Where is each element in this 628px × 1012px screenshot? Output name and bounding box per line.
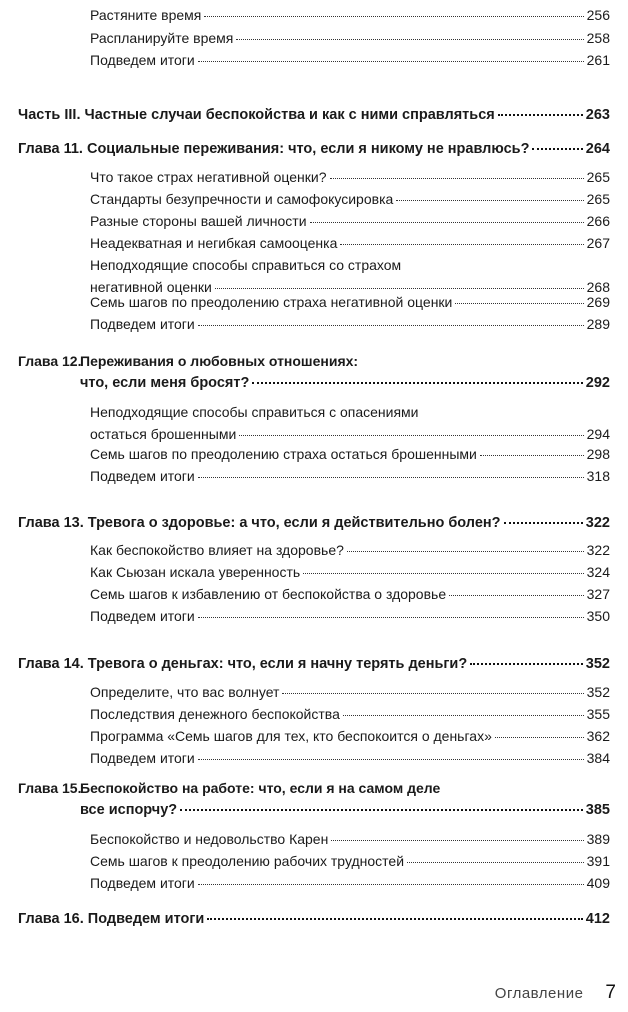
entry-page-number: 409	[586, 875, 610, 891]
entry-title: Что такое страх негативной оценки?	[90, 169, 327, 185]
chapter-title-line1: Переживания о любовных отношениях:	[80, 353, 359, 369]
dot-leader	[331, 839, 583, 841]
entry-page-number: 391	[586, 853, 610, 869]
entry-title: Подведем итоги	[90, 468, 195, 484]
entry-page-number: 298	[586, 446, 610, 462]
toc-chapter-entry[interactable]	[18, 655, 610, 673]
toc-section-entry[interactable]	[90, 168, 610, 186]
entry-title: Семь шагов по преодолению страха остаться брошенными	[90, 446, 477, 462]
dot-leader	[198, 476, 584, 478]
toc-chapter-entry[interactable]	[18, 514, 610, 532]
toc-section-entry[interactable]	[90, 874, 610, 892]
entry-title: Определите, что вас волнует	[90, 684, 280, 700]
entry-page-number: 389	[586, 831, 610, 847]
dot-leader	[340, 243, 583, 245]
dot-leader	[198, 616, 584, 618]
page-number: 7	[605, 982, 616, 1003]
entry-page-number: 318	[586, 468, 610, 484]
entry-page-number: 289	[586, 316, 610, 332]
chapter-label: Глава 12.	[18, 353, 82, 369]
entry-page-number: 324	[586, 564, 610, 580]
dot-leader	[396, 199, 583, 201]
dot-leader	[252, 381, 582, 384]
entry-page-number: 327	[586, 586, 610, 602]
entry-title: Подведем итоги	[90, 316, 195, 332]
entry-title: что, если меня бросят?	[80, 375, 250, 391]
entry-page-number: 355	[586, 706, 610, 722]
dot-leader	[180, 808, 583, 811]
entry-page-number: 263	[585, 107, 610, 123]
toc-section-entry[interactable]	[90, 293, 610, 311]
dot-leader	[532, 147, 582, 150]
running-header-label: Оглавление	[494, 985, 584, 1002]
dot-leader	[330, 177, 584, 179]
toc-section-entry[interactable]	[90, 315, 610, 333]
entry-page-number: 384	[586, 750, 610, 766]
entry-page-number: 264	[585, 141, 610, 157]
toc-section-entry[interactable]	[90, 683, 610, 701]
dot-leader	[198, 758, 584, 760]
entry-page-number: 352	[585, 656, 610, 672]
entry-title: Стандарты безупречности и самофокусировка	[90, 191, 394, 207]
entry-page-number: 258	[586, 30, 610, 46]
dot-leader	[198, 324, 584, 326]
toc-entry-first-line	[18, 779, 440, 797]
toc-section-entry[interactable]	[90, 51, 610, 69]
toc-section-entry[interactable]	[90, 607, 610, 625]
entry-title: Подведем итоги	[90, 750, 195, 766]
entry-title: Подведем итоги	[90, 608, 195, 624]
toc-chapter-entry[interactable]	[18, 140, 610, 158]
entry-title: Глава 13. Тревога о здоровье: а что, если я действительно болен?	[18, 515, 501, 531]
toc-section-entry[interactable]	[90, 29, 610, 47]
toc-section-entry[interactable]	[90, 425, 610, 443]
entry-page-number: 350	[586, 608, 610, 624]
entry-title: Беспокойство и недовольство Карен	[90, 831, 329, 847]
dot-leader	[198, 60, 584, 62]
entry-page-number: 261	[586, 52, 610, 68]
entry-title: все испорчу?	[80, 802, 178, 818]
dot-leader	[239, 434, 583, 436]
dot-leader	[504, 521, 583, 524]
dot-leader	[470, 662, 583, 665]
toc-chapter-entry[interactable]	[18, 106, 610, 124]
entry-title: Как Сьюзан искала уверенность	[90, 564, 301, 580]
entry-title: Глава 16. Подведем итоги	[18, 911, 205, 927]
toc-section-entry[interactable]	[90, 585, 610, 603]
dot-leader	[215, 287, 584, 289]
entry-page-number: 412	[585, 911, 610, 927]
toc-section-entry[interactable]	[90, 563, 610, 581]
toc-entry-first-line: Неподходящие способы справиться со страхом	[90, 257, 402, 273]
toc-section-entry[interactable]	[90, 445, 610, 463]
dot-leader	[495, 736, 584, 738]
toc-section-entry[interactable]	[90, 541, 610, 559]
toc-section-entry[interactable]	[90, 6, 610, 24]
entry-title: Глава 11. Социальные переживания: что, если я никому не нравлюсь?	[18, 141, 530, 157]
dot-leader	[407, 861, 584, 863]
chapter-title-line1: Беспокойство на работе: что, если я на самом деле	[80, 780, 441, 796]
entry-page-number: 265	[586, 191, 610, 207]
dot-leader	[310, 221, 584, 223]
entry-title: Распланируйте время	[90, 30, 234, 46]
entry-page-number: 362	[586, 728, 610, 744]
entry-page-number: 266	[586, 213, 610, 229]
toc-section-entry[interactable]	[90, 467, 610, 485]
entry-title: остаться брошенными	[90, 426, 237, 442]
entry-page-number: 268	[586, 279, 610, 295]
dot-leader	[236, 38, 583, 40]
dot-leader	[303, 572, 583, 574]
entry-title: Подведем итоги	[90, 875, 195, 891]
entry-title: Семь шагов к избавлению от беспокойства о здоровье	[90, 586, 447, 602]
entry-title: Семь шагов к преодолению рабочих трудностей	[90, 853, 405, 869]
toc-entry-first-line	[18, 352, 358, 370]
dot-leader	[343, 714, 584, 716]
entry-page-number: 256	[586, 7, 610, 23]
toc-section-entry[interactable]	[90, 212, 610, 230]
toc-section-entry[interactable]	[90, 727, 610, 745]
chapter-label: Глава 15.	[18, 780, 82, 796]
dot-leader	[449, 594, 584, 596]
toc-section-entry[interactable]	[90, 830, 610, 848]
dot-leader	[455, 302, 583, 304]
dot-leader	[347, 550, 584, 552]
toc-section-entry[interactable]	[90, 190, 610, 208]
entry-title: Неадекватная и негибкая самооценка	[90, 235, 338, 251]
toc-section-entry[interactable]	[90, 705, 610, 723]
entry-page-number: 322	[586, 542, 610, 558]
entry-page-number: 265	[586, 169, 610, 185]
dot-leader	[207, 917, 582, 920]
page-footer	[495, 982, 616, 1004]
dot-leader	[198, 883, 584, 885]
dot-leader	[282, 692, 583, 694]
entry-title: Последствия денежного беспокойства	[90, 706, 340, 722]
entry-title: Как беспокойство влияет на здоровье?	[90, 542, 344, 558]
toc-chapter-entry[interactable]	[18, 910, 610, 928]
entry-page-number: 294	[586, 426, 610, 442]
toc-section-entry[interactable]	[90, 234, 610, 252]
entry-title: Семь шагов по преодолению страха негативной оценки	[90, 294, 453, 310]
entry-page-number: 292	[585, 375, 610, 391]
dot-leader	[498, 113, 583, 116]
entry-title: Глава 14. Тревога о деньгах: что, если я начну терять деньги?	[18, 656, 468, 672]
entry-page-number: 352	[586, 684, 610, 700]
entry-page-number: 269	[586, 294, 610, 310]
toc-chapter-entry[interactable]	[80, 801, 610, 819]
entry-page-number: 322	[585, 515, 610, 531]
toc-chapter-entry[interactable]	[80, 374, 610, 392]
toc-section-entry[interactable]	[90, 749, 610, 767]
entry-title: Растяните время	[90, 7, 202, 23]
toc-entry-first-line: Неподходящие способы справиться с опасениями	[90, 404, 419, 420]
toc-section-entry[interactable]	[90, 852, 610, 870]
entry-page-number: 267	[586, 235, 610, 251]
entry-title: негативной оценки	[90, 279, 212, 295]
entry-page-number: 385	[585, 802, 610, 818]
dot-leader	[204, 15, 583, 17]
entry-title: Программа «Семь шагов для тех, кто беспокоится о деньгах»	[90, 728, 492, 744]
dot-leader	[480, 454, 584, 456]
entry-title: Подведем итоги	[90, 52, 195, 68]
entry-title: Часть III. Частные случаи беспокойства и как с ними справляться	[18, 107, 495, 123]
entry-title: Разные стороны вашей личности	[90, 213, 307, 229]
